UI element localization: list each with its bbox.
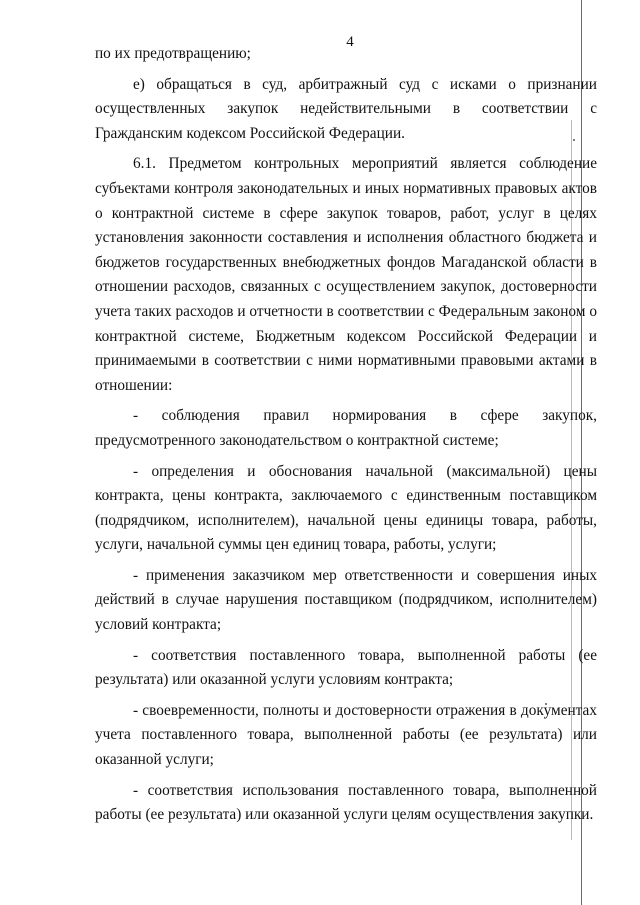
paragraph: е) обращаться в суд, арбитражный суд с исками о признании осуществленных закупок недействительными в соответствии с Гражданским кодексом Российской Федерации. (95, 75, 597, 142)
body-text (95, 42, 597, 828)
paragraph: по их предотвращению; (95, 45, 251, 62)
list-item: - применения заказчиком мер ответственности и совершения иных действий в случае нарушения поставщиком (подрядчиком, исполнителем) условий контракта; (95, 566, 597, 634)
paragraph: 6.1. Предметом контрольных мероприятий является соблюдение субъектами контроля законодательных и иных нормативных правовых актов о контрактной системе в сфере закупок товаров, работ, услуг в целях установления законности составления и исполнения областного бюджета и бюджетов государственных внебюджетных фондов Магаданской области в отношении расходов, связанных с осуществлением закупок, достоверности учета таких расходов и отчетности в соответствии с Федеральным законом о контрактной системе, Бюджетным кодексом Российской Федерации и принимаемыми в соответствии с ними нормативными правовыми актами в отношении: (95, 155, 597, 394)
list-item: - соблюдения правил нормирования в сфере закупок, предусмотренного законодательством о контрактной системе; (95, 407, 597, 449)
list-item: - определения и обоснования начальной (максимальной) цены контракта, цены контракта, заключаемого с единственным поставщиком (подрядчиком, исполнителем), начальной цены единицы товара, работы, услуги, начальной суммы цен единиц товара, работы, услуги; (95, 462, 597, 554)
list-item: - соответствия использования поставленного товара, выполненной работы (ее результата) или оказанной услуги целям осуществления закупки. (95, 781, 597, 824)
page-number: 4 (346, 34, 354, 50)
list-item: - своевременности, полноты и достоверности отражения в документах учета поставленного товара, выполненной работы (ее результата) или оказанной услуги; (95, 701, 597, 769)
list-item: - соответствия поставленного товара, выполненной работы (ее результата) или оказанной услуги условиям контракта; (95, 646, 597, 689)
